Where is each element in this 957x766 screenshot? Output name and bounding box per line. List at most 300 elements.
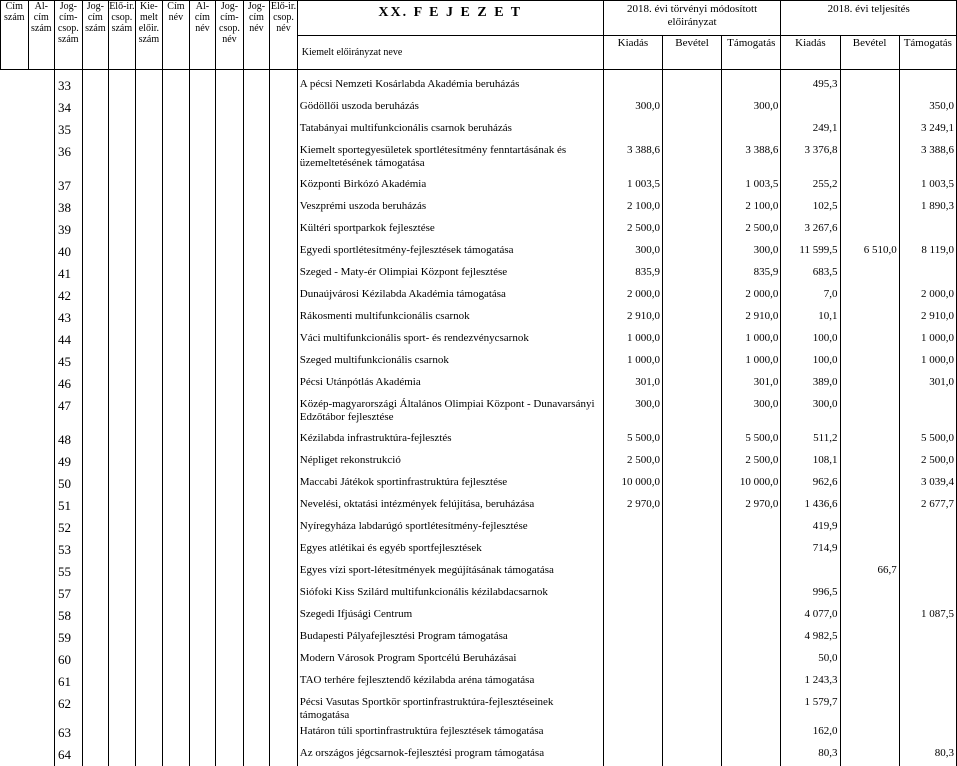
code-cell: [109, 473, 136, 495]
value-kiadas-performance: 255,2: [781, 175, 840, 197]
value-kiadas-modified: [603, 561, 662, 583]
code-cell: [243, 329, 270, 351]
row-name: Szegedi Ifjúsági Centrum: [297, 605, 603, 627]
code-cell: [243, 744, 270, 766]
code-cell: [243, 307, 270, 329]
code-cell: [243, 75, 270, 97]
code-cell: [163, 429, 190, 451]
code-cell: [163, 671, 190, 693]
code-cell: [216, 141, 244, 170]
code-cell: [1, 539, 29, 561]
code-cell: [82, 722, 109, 744]
code-cell: [270, 219, 298, 241]
code-cell: [82, 517, 109, 539]
value-tamogatas-performance: 8 119,0: [899, 241, 956, 263]
code-cell: [28, 351, 55, 373]
code-cell: [163, 627, 190, 649]
code-cell: [189, 605, 216, 627]
code-cell: [28, 395, 55, 424]
value-kiadas-performance: 100,0: [781, 351, 840, 373]
code-cell: [189, 175, 216, 197]
code-cell: [216, 451, 244, 473]
code-cell: [270, 627, 298, 649]
code-cell: [82, 744, 109, 766]
value-kiadas-performance: 996,5: [781, 583, 840, 605]
code-cell: [109, 241, 136, 263]
value-bevetel-modified: [662, 219, 721, 241]
table-row: [1, 351, 957, 373]
table-row: [1, 119, 957, 141]
code-cell: [135, 285, 163, 307]
row-number: 35: [55, 119, 83, 141]
row-name: Kültéri sportparkok fejlesztése: [297, 219, 603, 241]
code-cell: [163, 722, 190, 744]
row-number: 44: [55, 329, 83, 351]
code-cell: [28, 517, 55, 539]
code-cell: [243, 263, 270, 285]
code-cell: [189, 75, 216, 97]
value-bevetel-modified: [662, 627, 721, 649]
row-number: 41: [55, 263, 83, 285]
value-tamogatas-modified: 1 003,5: [722, 175, 781, 197]
value-kiadas-modified: [603, 722, 662, 744]
table-row: [1, 219, 957, 241]
code-cell: [189, 241, 216, 263]
code-cell: [163, 97, 190, 119]
code-cell: [82, 451, 109, 473]
code-cell: [216, 197, 244, 219]
code-cell: [189, 429, 216, 451]
code-cell: [82, 473, 109, 495]
code-cell: [109, 517, 136, 539]
code-cell: [28, 744, 55, 766]
value-kiadas-modified: 1 000,0: [603, 351, 662, 373]
table-row: [1, 197, 957, 219]
code-cell: [1, 197, 29, 219]
code-cell: [82, 649, 109, 671]
code-cell: [28, 451, 55, 473]
value-bevetel-modified: [662, 141, 721, 170]
code-cell: [189, 307, 216, 329]
value-kiadas-modified: 301,0: [603, 373, 662, 395]
code-cell: [135, 263, 163, 285]
value-bevetel-performance: [840, 693, 899, 722]
code-cell: [135, 693, 163, 722]
value-kiadas-performance: 1 579,7: [781, 693, 840, 722]
value-bevetel-modified: [662, 473, 721, 495]
value-kiadas-modified: [603, 744, 662, 766]
value-tamogatas-modified: [722, 693, 781, 722]
value-bevetel-performance: [840, 744, 899, 766]
code-cell: [243, 429, 270, 451]
value-kiadas-modified: 2 100,0: [603, 197, 662, 219]
row-number: 40: [55, 241, 83, 263]
row-number: 33: [55, 75, 83, 97]
row-number: 59: [55, 627, 83, 649]
value-tamogatas-performance: 3 249,1: [899, 119, 956, 141]
code-cell: [163, 307, 190, 329]
code-cell: [1, 451, 29, 473]
code-cell: [163, 473, 190, 495]
code-cell: [270, 395, 298, 424]
code-cell: [82, 539, 109, 561]
row-name: Rákosmenti multifunkcionális csarnok: [297, 307, 603, 329]
value-bevetel-performance: [840, 605, 899, 627]
code-cell: [270, 495, 298, 517]
value-tamogatas-performance: [899, 693, 956, 722]
value-tamogatas-modified: 1 000,0: [722, 351, 781, 373]
value-kiadas-modified: 10 000,0: [603, 473, 662, 495]
code-cell: [243, 649, 270, 671]
value-kiadas-modified: 2 970,0: [603, 495, 662, 517]
code-cell: [135, 583, 163, 605]
table-row: [1, 429, 957, 451]
code-cell: [216, 722, 244, 744]
table-row: [1, 722, 957, 744]
value-bevetel-modified: [662, 351, 721, 373]
code-cell: [82, 671, 109, 693]
row-number: 57: [55, 583, 83, 605]
value-kiadas-performance: 495,3: [781, 75, 840, 97]
code-cell: [243, 473, 270, 495]
value-tamogatas-modified: 300,0: [722, 395, 781, 424]
row-number: 36: [55, 141, 83, 170]
value-tamogatas-modified: [722, 627, 781, 649]
code-cell: [28, 119, 55, 141]
code-cell: [163, 373, 190, 395]
col-eloir-csop-szam: Elő-ir. csop. szám: [109, 1, 136, 70]
value-tamogatas-modified: [722, 75, 781, 97]
code-cell: [28, 97, 55, 119]
row-name: Határon túli sportinfrastruktúra fejlesztések támogatása: [297, 722, 603, 744]
code-cell: [163, 219, 190, 241]
code-cell: [270, 263, 298, 285]
code-cell: [109, 744, 136, 766]
code-cell: [82, 307, 109, 329]
value-tamogatas-modified: 2 910,0: [722, 307, 781, 329]
value-kiadas-performance: 3 376,8: [781, 141, 840, 170]
code-cell: [216, 429, 244, 451]
code-cell: [216, 241, 244, 263]
value-tamogatas-modified: [722, 561, 781, 583]
code-cell: [109, 263, 136, 285]
value-tamogatas-performance: [899, 583, 956, 605]
value-kiadas-modified: [603, 517, 662, 539]
code-cell: [82, 175, 109, 197]
code-cell: [28, 373, 55, 395]
code-cell: [163, 495, 190, 517]
code-cell: [135, 373, 163, 395]
code-cell: [28, 141, 55, 170]
value-bevetel-performance: [840, 429, 899, 451]
code-cell: [189, 141, 216, 170]
code-cell: [135, 627, 163, 649]
row-number: 43: [55, 307, 83, 329]
value-bevetel-performance: [840, 263, 899, 285]
code-cell: [82, 329, 109, 351]
code-cell: [135, 175, 163, 197]
value-tamogatas-performance: 80,3: [899, 744, 956, 766]
code-cell: [216, 351, 244, 373]
code-cell: [135, 75, 163, 97]
code-cell: [109, 561, 136, 583]
value-bevetel-modified: [662, 583, 721, 605]
value-kiadas-performance: 162,0: [781, 722, 840, 744]
code-cell: [135, 473, 163, 495]
row-number: 55: [55, 561, 83, 583]
row-number: 46: [55, 373, 83, 395]
code-cell: [109, 329, 136, 351]
row-number: 34: [55, 97, 83, 119]
code-cell: [82, 495, 109, 517]
code-cell: [82, 373, 109, 395]
code-cell: [82, 395, 109, 424]
col-alcim-szam: Al-cím szám: [28, 1, 55, 70]
value-bevetel-modified: [662, 722, 721, 744]
code-cell: [82, 693, 109, 722]
code-cell: [1, 671, 29, 693]
value-kiadas-modified: 2 500,0: [603, 451, 662, 473]
code-cell: [243, 627, 270, 649]
value-bevetel-modified: [662, 605, 721, 627]
code-cell: [135, 605, 163, 627]
code-cell: [216, 605, 244, 627]
value-kiadas-performance: 419,9: [781, 517, 840, 539]
code-cell: [1, 241, 29, 263]
col-eloir-csop-nev: Elő-ir. csop. név: [270, 1, 298, 70]
code-cell: [216, 649, 244, 671]
code-cell: [1, 722, 29, 744]
code-cell: [135, 671, 163, 693]
code-cell: [243, 285, 270, 307]
table-row: [1, 744, 957, 766]
value-bevetel-modified: [662, 97, 721, 119]
table-row: [1, 285, 957, 307]
code-cell: [135, 539, 163, 561]
value-tamogatas-performance: 301,0: [899, 373, 956, 395]
code-cell: [270, 649, 298, 671]
value-bevetel-modified: [662, 329, 721, 351]
value-bevetel-modified: [662, 429, 721, 451]
row-name: Dunaújvárosi Kézilabda Akadémia támogatása: [297, 285, 603, 307]
code-cell: [270, 241, 298, 263]
row-number: 64: [55, 744, 83, 766]
code-cell: [243, 451, 270, 473]
value-kiadas-modified: [603, 75, 662, 97]
value-kiadas-performance: 7,0: [781, 285, 840, 307]
code-cell: [189, 119, 216, 141]
value-bevetel-modified: [662, 197, 721, 219]
row-number: 60: [55, 649, 83, 671]
value-kiadas-modified: [603, 539, 662, 561]
code-cell: [243, 373, 270, 395]
code-cell: [189, 583, 216, 605]
code-cell: [189, 285, 216, 307]
value-tamogatas-modified: 2 970,0: [722, 495, 781, 517]
row-number: 58: [55, 605, 83, 627]
row-number: 45: [55, 351, 83, 373]
code-cell: [135, 97, 163, 119]
value-kiadas-performance: 1 243,3: [781, 671, 840, 693]
code-cell: [243, 141, 270, 170]
value-tamogatas-performance: [899, 539, 956, 561]
value-tamogatas-performance: 3 388,6: [899, 141, 956, 170]
code-cell: [28, 539, 55, 561]
value-kiadas-performance: 1 436,6: [781, 495, 840, 517]
row-number: 50: [55, 473, 83, 495]
code-cell: [28, 329, 55, 351]
code-cell: [82, 561, 109, 583]
code-cell: [1, 75, 29, 97]
value-bevetel-performance: [840, 175, 899, 197]
code-cell: [216, 373, 244, 395]
value-bevetel-modified: [662, 285, 721, 307]
code-cell: [109, 693, 136, 722]
code-cell: [135, 451, 163, 473]
value-bevetel-modified: [662, 451, 721, 473]
value-bevetel-modified: [662, 263, 721, 285]
code-cell: [1, 141, 29, 170]
table-row: [1, 241, 957, 263]
row-name: Egyedi sportlétesítmény-fejlesztések támogatása: [297, 241, 603, 263]
code-cell: [28, 175, 55, 197]
code-cell: [216, 263, 244, 285]
value-tamogatas-performance: 3 039,4: [899, 473, 956, 495]
value-bevetel-modified: [662, 539, 721, 561]
code-cell: [28, 429, 55, 451]
value-kiadas-performance: 3 267,6: [781, 219, 840, 241]
value-bevetel-performance: [840, 539, 899, 561]
value-kiadas-performance: 100,0: [781, 329, 840, 351]
code-cell: [270, 75, 298, 97]
code-cell: [163, 241, 190, 263]
row-name: Modern Városok Program Sportcélú Beruházásai: [297, 649, 603, 671]
col-alcim-nev: Al-cím név: [189, 1, 216, 70]
table-row: [1, 561, 957, 583]
value-tamogatas-performance: 1 087,5: [899, 605, 956, 627]
value-tamogatas-modified: [722, 583, 781, 605]
code-cell: [135, 307, 163, 329]
value-tamogatas-modified: [722, 722, 781, 744]
code-cell: [28, 583, 55, 605]
value-tamogatas-modified: 2 500,0: [722, 219, 781, 241]
value-bevetel-performance: [840, 395, 899, 424]
table-row: [1, 693, 957, 722]
value-kiadas-performance: 300,0: [781, 395, 840, 424]
code-cell: [163, 75, 190, 97]
value-bevetel-performance: [840, 197, 899, 219]
value-tamogatas-performance: 5 500,0: [899, 429, 956, 451]
col-bevetel-1: Bevétel: [662, 36, 721, 70]
value-bevetel-modified: [662, 649, 721, 671]
code-cell: [216, 395, 244, 424]
value-bevetel-modified: [662, 744, 721, 766]
col-kiadas-1: Kiadás: [603, 36, 662, 70]
code-cell: [135, 395, 163, 424]
code-cell: [1, 583, 29, 605]
value-bevetel-performance: [840, 141, 899, 170]
code-cell: [243, 605, 270, 627]
value-tamogatas-modified: 2 100,0: [722, 197, 781, 219]
code-cell: [189, 539, 216, 561]
code-cell: [163, 197, 190, 219]
row-name: Nevelési, oktatási intézmények felújítása, beruházása: [297, 495, 603, 517]
table-row: [1, 97, 957, 119]
code-cell: [243, 561, 270, 583]
value-bevetel-modified: [662, 517, 721, 539]
table-row: [1, 395, 957, 424]
code-cell: [135, 351, 163, 373]
value-tamogatas-performance: [899, 263, 956, 285]
code-cell: [109, 429, 136, 451]
code-cell: [135, 429, 163, 451]
code-cell: [243, 671, 270, 693]
value-bevetel-modified: [662, 373, 721, 395]
code-cell: [270, 285, 298, 307]
code-cell: [82, 605, 109, 627]
code-cell: [109, 97, 136, 119]
row-name: Egyes atlétikai és egyéb sportfejlesztések: [297, 539, 603, 561]
code-cell: [109, 395, 136, 424]
code-cell: [28, 197, 55, 219]
code-cell: [216, 671, 244, 693]
group-header-modified: 2018. évi törvényi módosított előirányzat: [603, 1, 781, 36]
code-cell: [28, 75, 55, 97]
code-cell: [109, 373, 136, 395]
code-cell: [216, 539, 244, 561]
value-bevetel-modified: [662, 241, 721, 263]
code-cell: [82, 285, 109, 307]
code-cell: [135, 141, 163, 170]
table-row: [1, 75, 957, 97]
row-name: Pécsi Vasutas Sportkör sportinfrastruktúra-fejlesztéseinek támogatása: [297, 693, 603, 722]
code-cell: [189, 329, 216, 351]
value-bevetel-performance: [840, 722, 899, 744]
code-cell: [163, 141, 190, 170]
col-tamogatas-1: Támogatás: [722, 36, 781, 70]
code-cell: [216, 583, 244, 605]
code-cell: [216, 561, 244, 583]
code-cell: [109, 583, 136, 605]
code-cell: [270, 451, 298, 473]
row-number: 47: [55, 395, 83, 424]
row-name: Kézilabda infrastruktúra-fejlesztés: [297, 429, 603, 451]
value-kiadas-performance: 10,1: [781, 307, 840, 329]
row-name: Váci multifunkcionális sport- és rendezvénycsarnok: [297, 329, 603, 351]
value-tamogatas-modified: 1 000,0: [722, 329, 781, 351]
code-cell: [216, 97, 244, 119]
value-tamogatas-modified: 301,0: [722, 373, 781, 395]
value-tamogatas-modified: 300,0: [722, 241, 781, 263]
code-cell: [1, 373, 29, 395]
table-row: [1, 263, 957, 285]
col-kiemelt-eloir-szam: Kie-melt előir. szám: [135, 1, 163, 70]
col-tamogatas-2: Támogatás: [899, 36, 956, 70]
value-tamogatas-modified: [722, 649, 781, 671]
value-bevetel-modified: [662, 495, 721, 517]
value-bevetel-modified: [662, 395, 721, 424]
col-jogcim-nev: Jog-cím név: [243, 1, 270, 70]
code-cell: [1, 473, 29, 495]
row-name: Szeged multifunkcionális csarnok: [297, 351, 603, 373]
code-cell: [28, 241, 55, 263]
code-cell: [189, 97, 216, 119]
value-tamogatas-performance: [899, 722, 956, 744]
code-cell: [270, 429, 298, 451]
code-cell: [216, 517, 244, 539]
value-tamogatas-modified: 835,9: [722, 263, 781, 285]
row-number: 62: [55, 693, 83, 722]
